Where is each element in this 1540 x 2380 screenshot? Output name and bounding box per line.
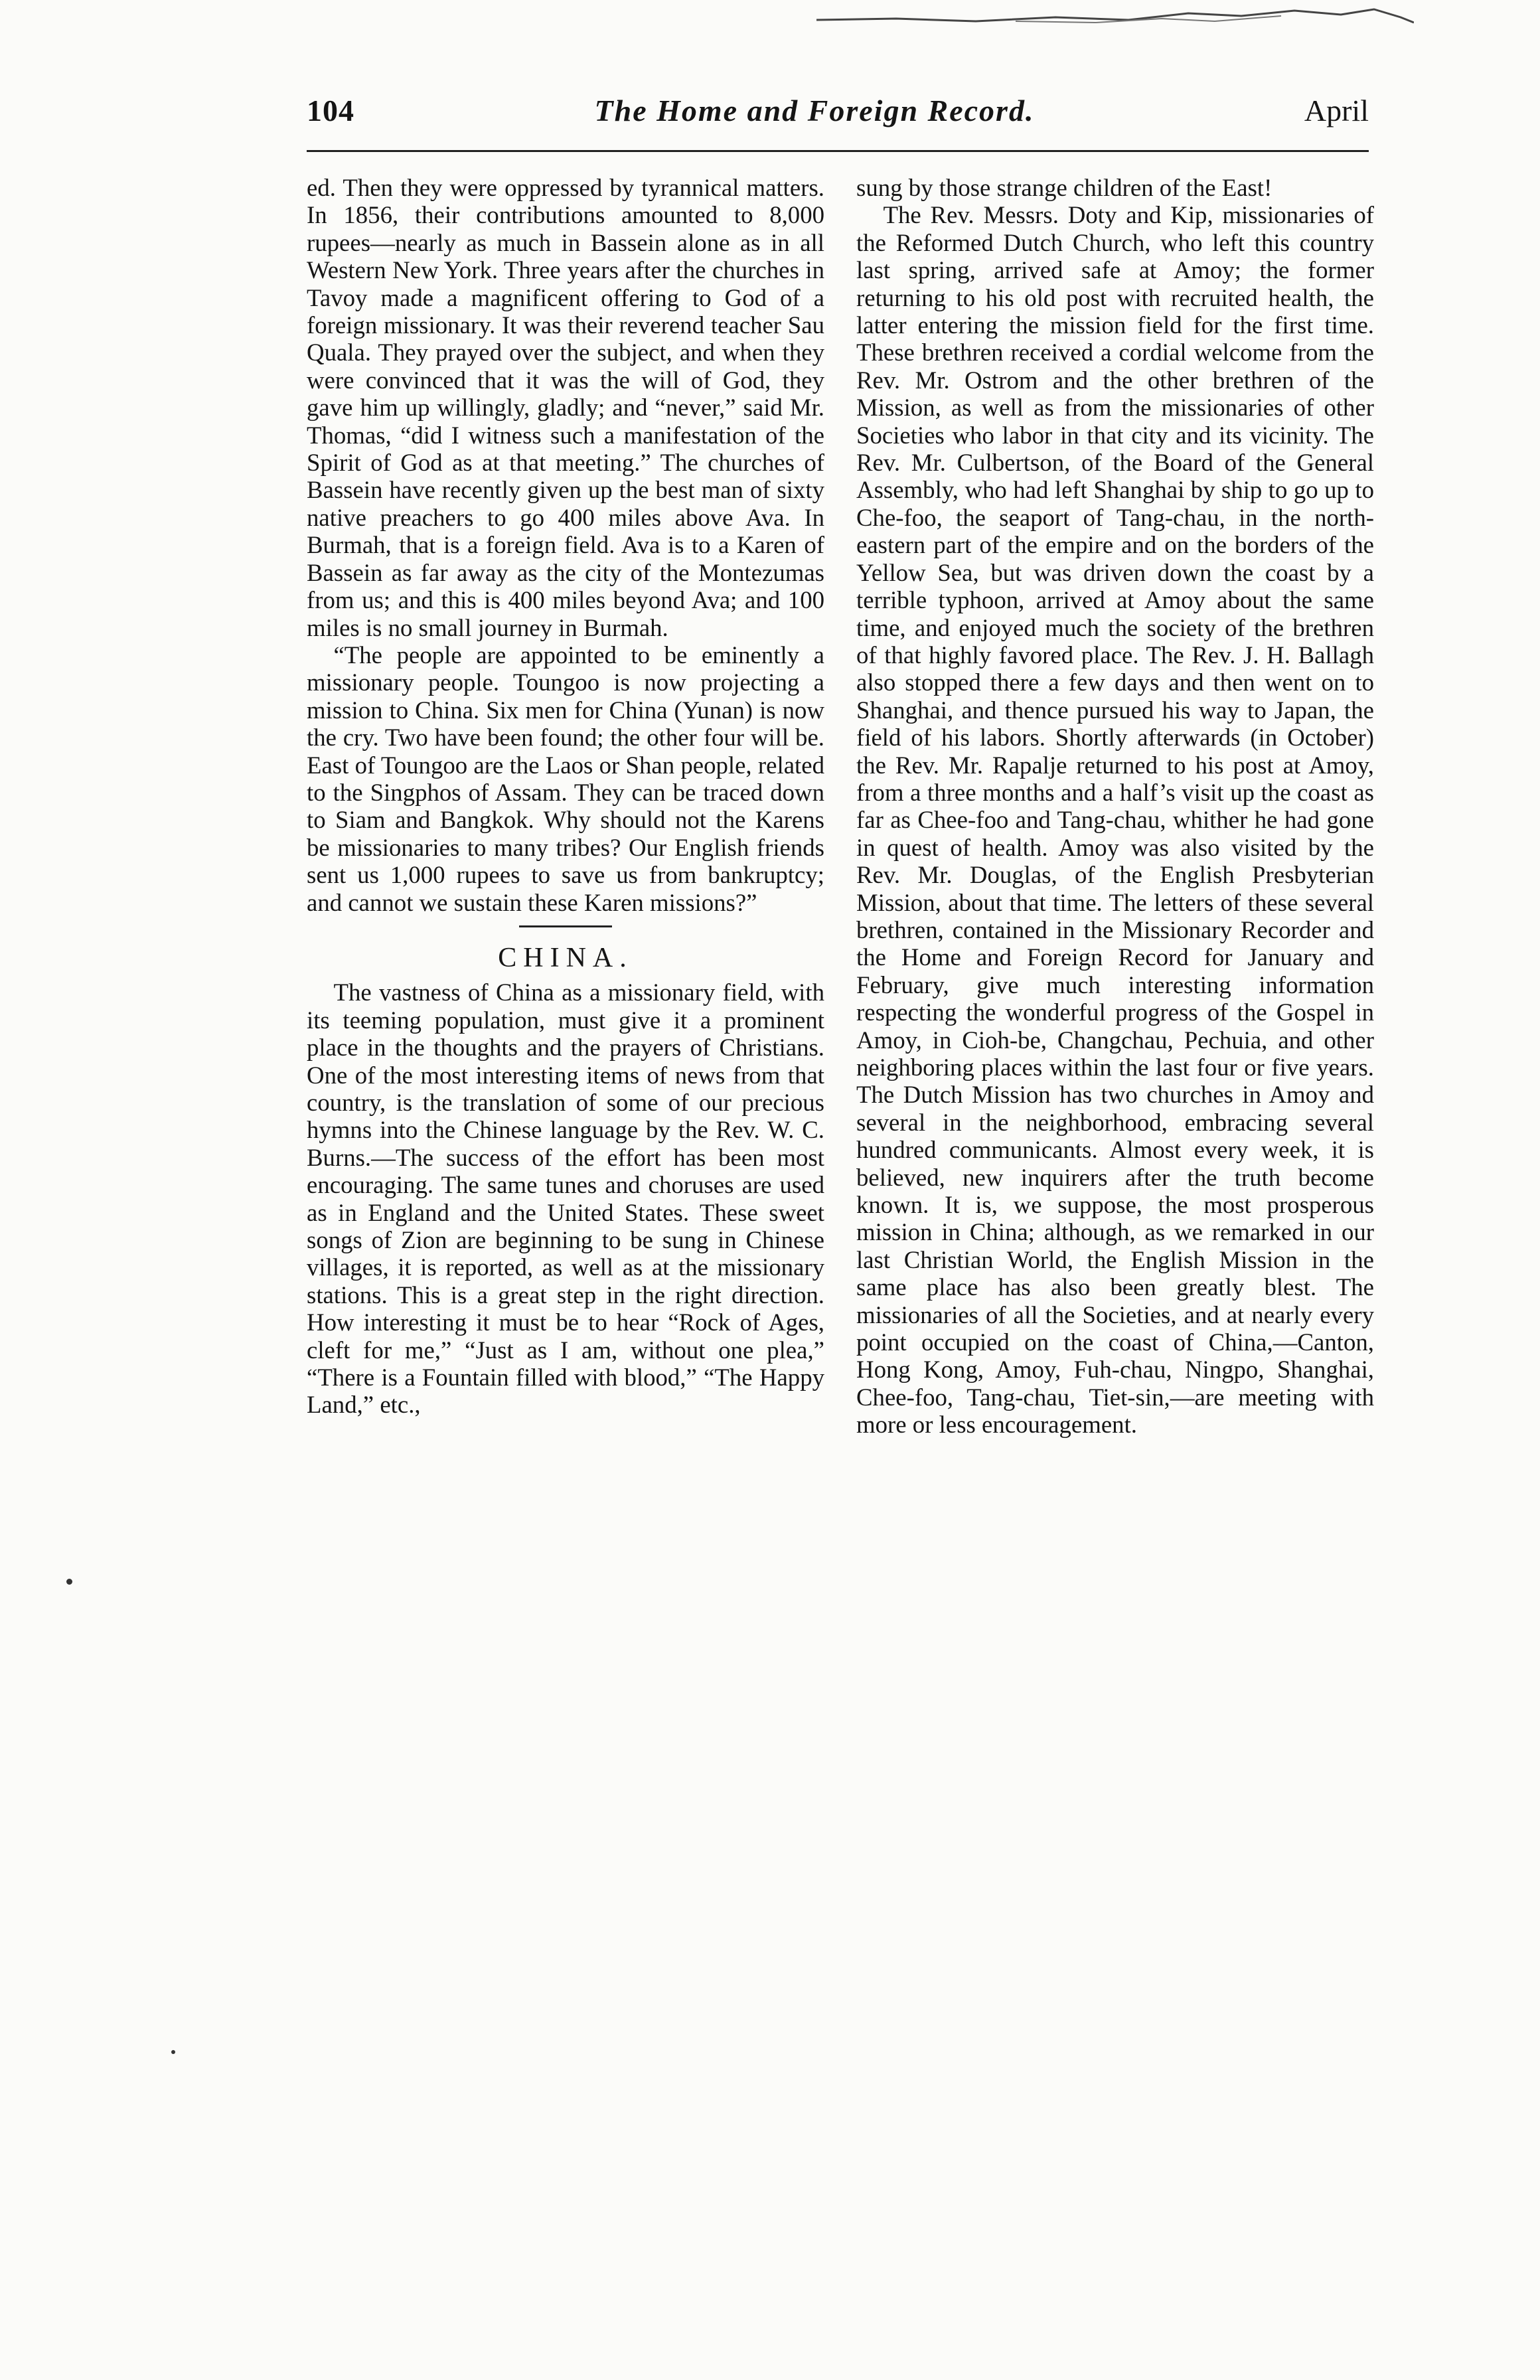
header-rule: [307, 150, 1369, 152]
page-number: 104: [307, 94, 354, 127]
left-column: [307, 174, 824, 1419]
left-paragraph-2: “The people are appointed to be eminently a missionary people. Toungoo is now projecting a mission to China. Six men for China (Yunan) is now the cry. Two have been found; the other four will be. East of Toungoo are the Laos or Shan people, related to the Singphos of Assam. They can be traced down to Siam and Bangkok. Why should not the Karens be missionaries to many tribes? Our English friends sent us 1,000 rupees to save us from bankruptcy; and cannot we sustain these Karen missions?”: [307, 641, 824, 916]
right-paragraph-1: sung by those strange children of the East!: [856, 174, 1272, 201]
right-column: [856, 174, 1374, 1439]
scan-smudge-mark: [816, 7, 1414, 29]
margin-ink-dot: [171, 2050, 175, 2054]
right-paragraph-2: The Rev. Messrs. Doty and Kip, missionaries of the Reformed Dutch Church, who left this country last spring, arrived safe at Amoy; the former returning to his old post with recruited health, the latter entering the mission field for the first time. These brethren received a cordial welcome from the Rev. Mr. Ostrom and the other brethren of the Mission, as well as from the missionaries of other Societies who labor in that city and its vicinity. The Rev. Mr. Culbertson, of the Board of the General Assembly, who had left Shanghai by ship to go up to Che-foo, the seaport of Tang-chau, in the north-eastern part of the empire and on the borders of the Yellow Sea, but was driven down the coast by a terrible typhoon, arrived at Amoy about the same time, and enjoyed much the society of the brethren of that highly favored place. The Rev. J. H. Ballagh also stopped there a few days and then went on to Shanghai, and thence pursued his way to Japan, the field of his labors. Shortly afterwards (in October) the Rev. Mr. Rapalje returned to his post at Amoy, from a three months and a half’s visit up the coast as far as Chee-foo and Tang-chau, whither he had gone in quest of health. Amoy was also visited by the Rev. Mr. Douglas, of the English Presbyterian Mission, about that time. The letters of these several brethren, contained in the Missionary Recorder and the Home and Foreign Record for January and February, give much interesting information respecting the wonderful progress of the Gospel in Amoy, in Cioh-be, Changchau, Pechuia, and other neighboring places within the last four or five years. The Dutch Mission has two churches in Amoy and several in the neighborhood, embracing several hundred communicants. Almost every week, it is believed, new inquirers after the truth become known. It is, we suppose, the most prosperous mission in China; although, as we remarked in our last Christian World, the English Mission in the same place has also been greatly blest. The missionaries of all the Societies, and at nearly every point occupied on the coast of China,—Canton, Hong Kong, Amoy, Fuh-chau, Ningpo, Shanghai, Chee-foo, Tang-chau, Tiet-sin,—are meeting with more or less encouragement.: [856, 201, 1374, 1439]
section-heading-china: CHINA.: [498, 942, 633, 973]
margin-ink-dot: [66, 1579, 72, 1585]
china-paragraph: The vastness of China as a missionary field, with its teeming population, must give it a prominent place in the thoughts and the prayers of Christians. One of the most interesting items of news from that country, is the translation of some of our precious hymns into the Chinese language by the Rev. W. C. Burns.—The success of the effort has been most encouraging. The same tunes and choruses are used as in England and the United States. These sweet songs of Zion are beginning to be sung in Chinese villages, it is reported, as well as at the missionary stations. This is a great step in the right direction. How interesting it must be to hear “Rock of Ages, cleft for me,” “Just as I am, without one plea,” “There is a Fountain filled with blood,” “The Happy Land,” etc.,: [307, 979, 824, 1419]
section-divider: [519, 925, 612, 927]
issue-month: April: [1304, 94, 1369, 127]
running-title: The Home and Foreign Record.: [594, 94, 1035, 127]
left-paragraph-1: ed. Then they were oppressed by tyrannical matters. In 1856, their contributions amounted to 8,000 rupees—nearly as much in Bassein alone as in all Western New York. Three years after the churches in Tavoy made a magnificent offering to God of a foreign missionary. It was their reverend teacher Sau Quala. They prayed over the subject, and when they were convinced that it was the will of God, they gave him up willingly, gladly; and “never,” said Mr. Thomas, “did I witness such a manifestation of the Spirit of God as at that meeting.” The churches of Bassein have recently given up the best man of sixty native preachers to go 400 miles above Ava. In Burmah, that is a foreign field. Ava is to a Karen of Bassein as far away as the city of the Montezumas from us; and this is 400 miles beyond Ava; and 100 miles is no small journey in Burmah.: [307, 174, 824, 641]
page-header: [307, 93, 1369, 146]
